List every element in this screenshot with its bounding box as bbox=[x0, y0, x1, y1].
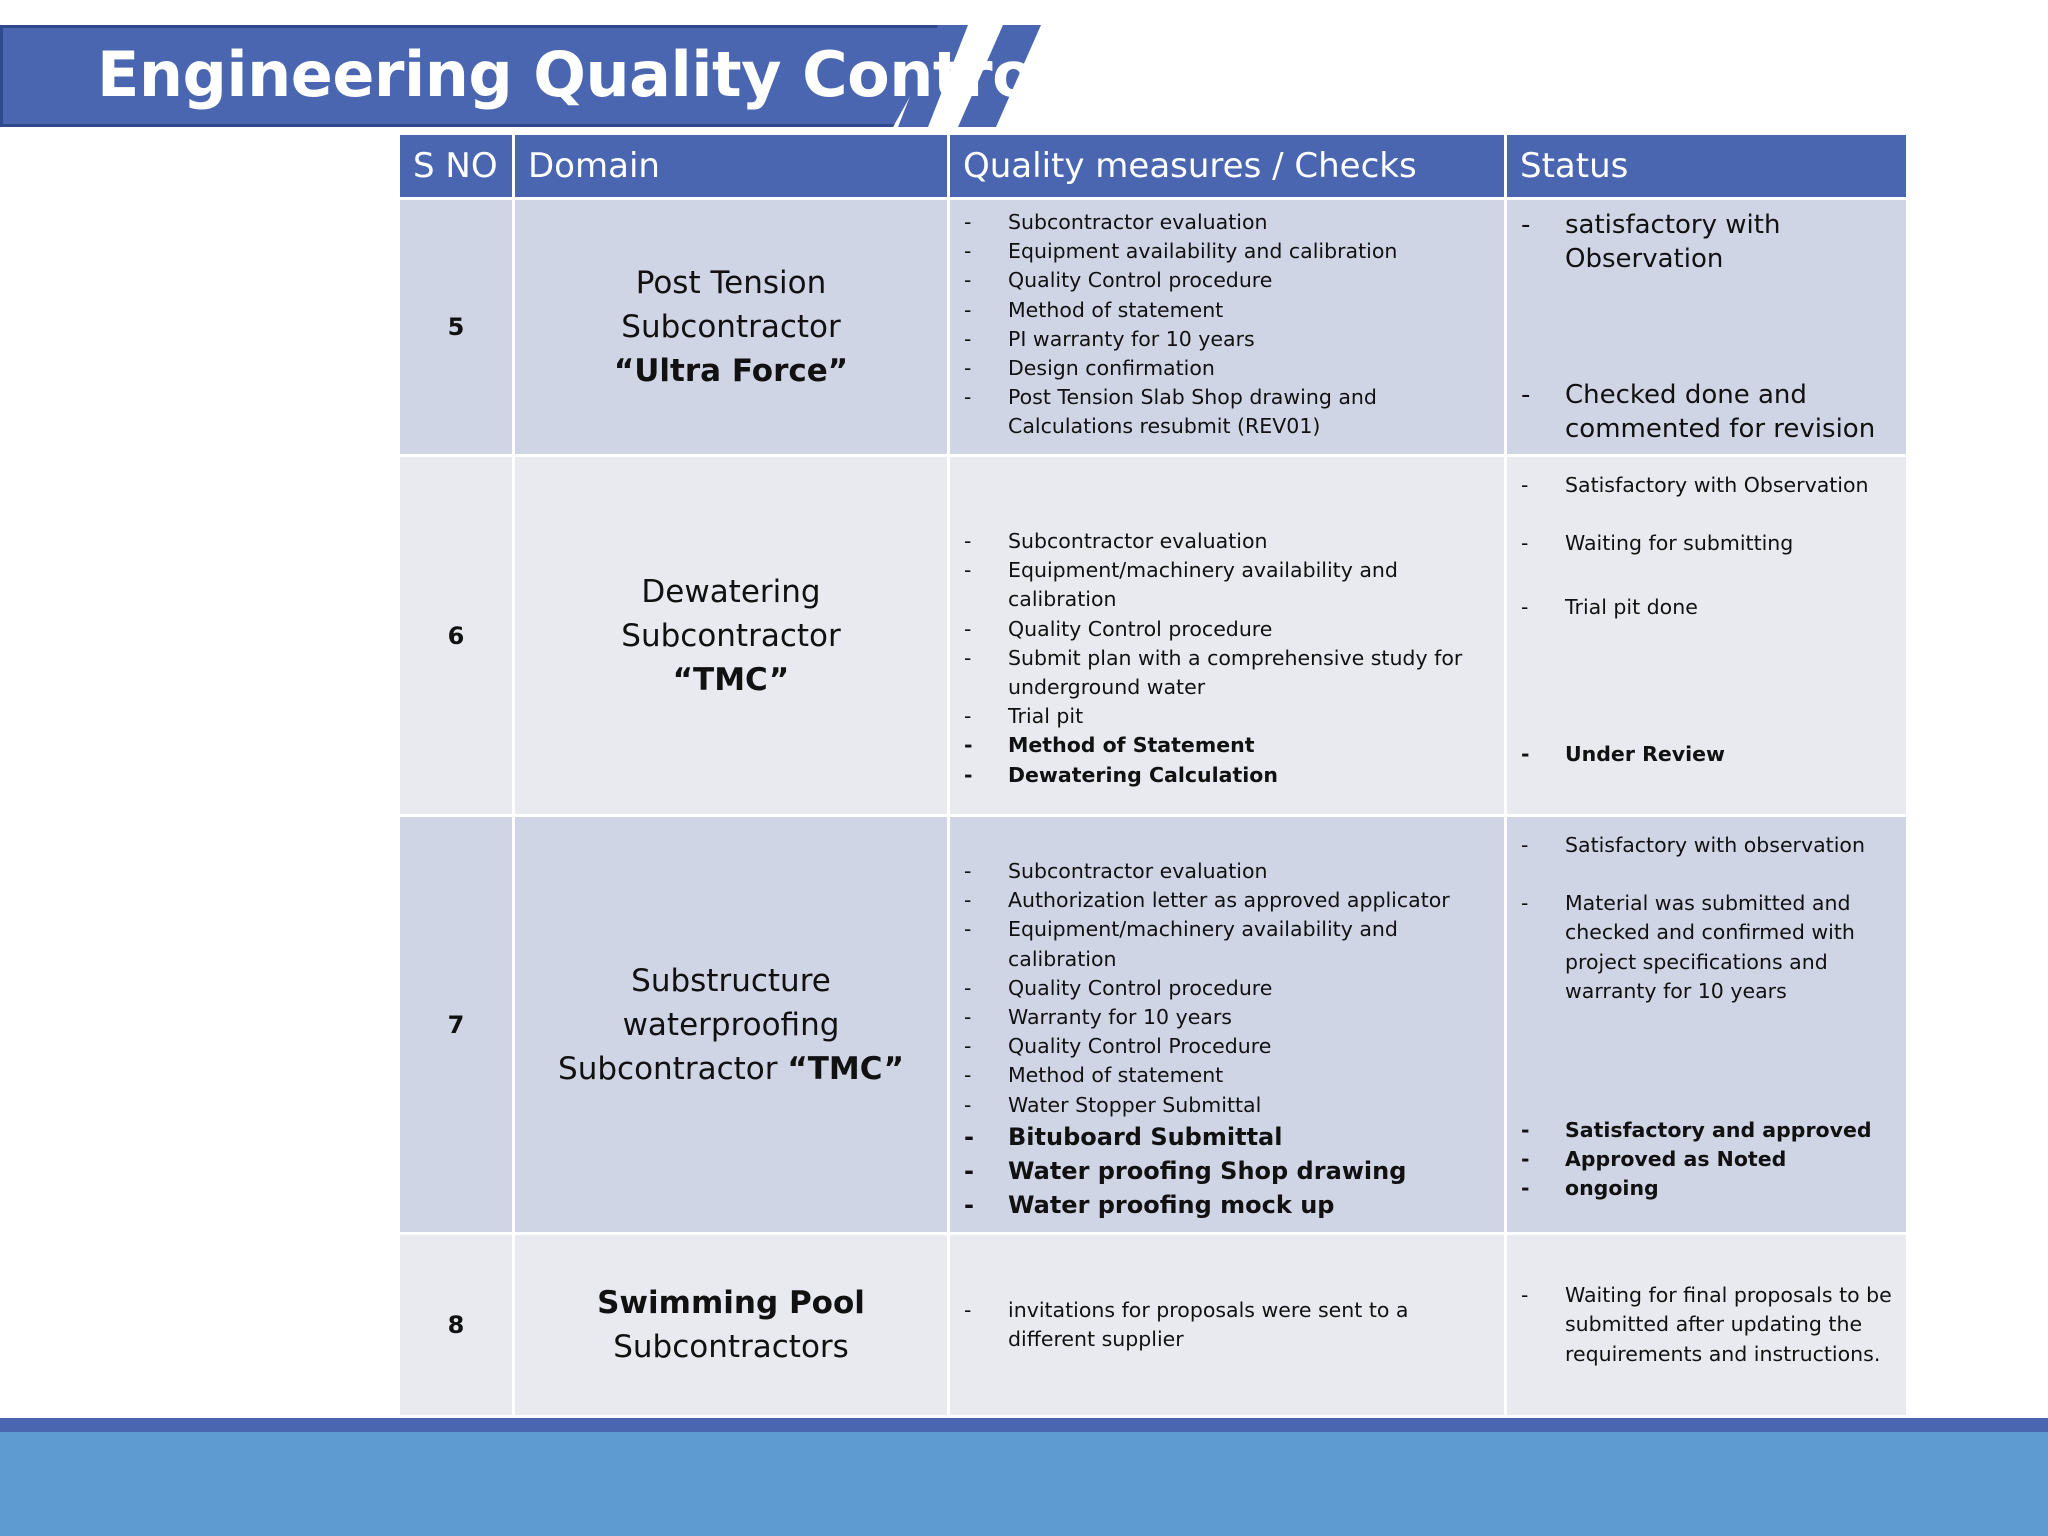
domain-line: Swimming Pool bbox=[597, 1285, 865, 1321]
table-row bbox=[399, 816, 1908, 1234]
row-number: 5 bbox=[399, 199, 514, 456]
footer-line bbox=[0, 1418, 2048, 1432]
check-item: - Water proofing Shop drawing bbox=[962, 1154, 1490, 1188]
check-item: - Warranty for 10 years bbox=[962, 1003, 1490, 1032]
check-item: - Method of Statement bbox=[962, 731, 1490, 760]
quality-control-table bbox=[397, 132, 1909, 1418]
row-status bbox=[1506, 199, 1908, 456]
row-number: 6 bbox=[399, 456, 514, 816]
status-item: - Approved as Noted bbox=[1519, 1145, 1892, 1174]
footer-band bbox=[0, 1432, 2048, 1536]
check-item: - Equipment availability and calibration bbox=[962, 237, 1490, 266]
domain-subcontractor-name: “Ultra Force” bbox=[613, 353, 849, 389]
domain-subcontractor-name: “TMC” bbox=[672, 661, 790, 698]
header-checks: Quality measures / Checks bbox=[949, 134, 1506, 199]
check-item: - Equipment/machinery availability and calibration bbox=[962, 556, 1490, 614]
check-item: - Water Stopper Submittal bbox=[962, 1091, 1490, 1120]
check-item: - Method of statement bbox=[962, 1061, 1490, 1090]
check-item: - Quality Control procedure bbox=[962, 615, 1490, 644]
row-domain bbox=[514, 199, 949, 456]
domain-line: waterproofing bbox=[622, 1006, 840, 1043]
header-status: Status bbox=[1506, 134, 1908, 199]
header-sno: S NO bbox=[399, 134, 514, 199]
domain-line: Subcontractor bbox=[621, 309, 841, 345]
check-item: - Submit plan with a comprehensive study for underground water bbox=[962, 644, 1490, 702]
check-item: - Method of statement bbox=[962, 296, 1490, 325]
check-item: - Post Tension Slab Shop drawing and Calculations resubmit (REV01) bbox=[962, 383, 1490, 441]
status-item: - Waiting for final proposals to be submitted after updating the requirements and instructions. bbox=[1519, 1281, 1892, 1369]
check-item: - Authorization letter as approved applicator bbox=[962, 886, 1490, 915]
check-item: - Subcontractor evaluation bbox=[962, 208, 1490, 237]
domain-line: Post Tension bbox=[635, 265, 827, 301]
domain-subcontractor-name: “TMC” bbox=[787, 1050, 904, 1087]
row-status bbox=[1506, 1234, 1908, 1417]
table-row bbox=[399, 199, 1908, 456]
check-item: - Quality Control procedure bbox=[962, 266, 1490, 295]
status-item: - Satisfactory with observation bbox=[1519, 831, 1892, 860]
row-status bbox=[1506, 816, 1908, 1234]
check-item: - Equipment/machinery availability and calibration bbox=[962, 915, 1490, 973]
domain-line: Subcontractors bbox=[613, 1329, 849, 1365]
row-number: 7 bbox=[399, 816, 514, 1234]
domain-line-text: Subcontractor bbox=[558, 1050, 788, 1087]
row-checks bbox=[949, 456, 1506, 816]
row-checks bbox=[949, 199, 1506, 456]
status-item: - Satisfactory and approved bbox=[1519, 1116, 1892, 1145]
check-item: - invitations for proposals were sent to a different supplier bbox=[962, 1296, 1490, 1354]
table-row bbox=[399, 456, 1908, 816]
domain-line bbox=[531, 1047, 931, 1091]
check-item: - Trial pit bbox=[962, 702, 1490, 731]
row-status bbox=[1506, 456, 1908, 816]
row-domain bbox=[514, 456, 949, 816]
status-item: - Trial pit done bbox=[1519, 593, 1892, 622]
status-item: - Waiting for submitting bbox=[1519, 529, 1892, 558]
check-item: - Water proofing mock up bbox=[962, 1188, 1490, 1222]
check-item: - Subcontractor evaluation bbox=[962, 857, 1490, 886]
status-item: - Satisfactory with Observation bbox=[1519, 471, 1892, 500]
table-row bbox=[399, 1234, 1908, 1417]
row-checks bbox=[949, 816, 1506, 1234]
check-item: - Quality Control Procedure bbox=[962, 1032, 1490, 1061]
check-item: - Design confirmation bbox=[962, 354, 1490, 383]
check-item: - Bituboard Submittal bbox=[962, 1120, 1490, 1154]
status-item: - ongoing bbox=[1519, 1174, 1892, 1203]
status-item: - Material was submitted and checked and confirmed with project specifications and warranty for 10 years bbox=[1519, 889, 1892, 1006]
page-title: Engineering Quality Control bbox=[97, 38, 1055, 111]
row-checks bbox=[949, 1234, 1506, 1417]
status-item: - satisfactory with Observation bbox=[1519, 208, 1892, 276]
check-item: - Dewatering Calculation bbox=[962, 761, 1490, 790]
row-domain bbox=[514, 1234, 949, 1417]
check-item: - Quality Control procedure bbox=[962, 974, 1490, 1003]
status-item: - Checked done and commented for revision bbox=[1519, 378, 1892, 446]
row-domain bbox=[514, 816, 949, 1234]
table-header-row bbox=[399, 134, 1908, 199]
domain-line: Dewatering Subcontractor bbox=[621, 573, 841, 654]
status-item: - Under Review bbox=[1519, 740, 1892, 769]
check-item: - PI warranty for 10 years bbox=[962, 325, 1490, 354]
check-item: - Subcontractor evaluation bbox=[962, 527, 1490, 556]
header-domain: Domain bbox=[514, 134, 949, 199]
domain-line: Substructure bbox=[631, 962, 831, 999]
row-number: 8 bbox=[399, 1234, 514, 1417]
